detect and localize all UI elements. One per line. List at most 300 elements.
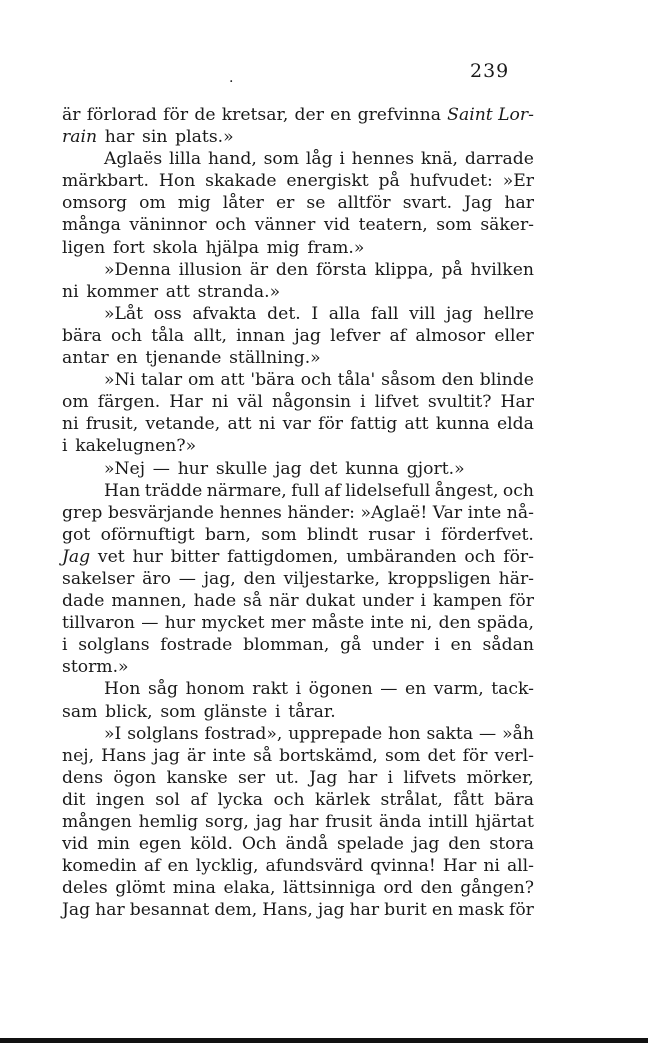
- word: gå: [340, 635, 362, 656]
- word: 'bära: [250, 370, 295, 391]
- word: i: [275, 701, 281, 722]
- text-line: [62, 811, 534, 833]
- word: skola: [152, 237, 198, 258]
- word: Och: [241, 834, 277, 855]
- word: strålat,: [380, 789, 443, 810]
- word: blindt: [307, 524, 358, 545]
- word: låg: [305, 149, 333, 170]
- word: ända: [378, 812, 422, 832]
- word: har: [347, 767, 378, 788]
- word: vid: [62, 834, 89, 855]
- word: fått: [453, 789, 484, 810]
- page-number: 239: [470, 60, 510, 82]
- word: att: [220, 370, 245, 391]
- word: ser: [237, 767, 266, 788]
- word: stora: [489, 834, 534, 855]
- text-line: [62, 126, 534, 148]
- word: sakelser: [62, 568, 135, 589]
- word: illusion: [178, 259, 242, 280]
- word: har: [349, 900, 380, 921]
- word: glömt: [115, 878, 166, 899]
- word: har: [288, 812, 319, 832]
- word: ligen: [62, 237, 106, 258]
- word: min: [97, 834, 130, 855]
- word: Hans: [101, 745, 147, 766]
- word: hade: [193, 591, 237, 612]
- word: lycka: [217, 789, 263, 810]
- word: klippa,: [374, 259, 434, 280]
- word: i: [295, 679, 302, 700]
- word: er: [275, 193, 295, 214]
- word: bortskämd,: [279, 745, 378, 766]
- word: som: [261, 524, 297, 545]
- word: på: [441, 259, 463, 280]
- word: att: [227, 414, 252, 435]
- word: hellre: [483, 303, 534, 324]
- word: på: [378, 171, 400, 192]
- word: säker-: [480, 215, 534, 236]
- text-line: [62, 325, 534, 347]
- text-line: [62, 546, 534, 568]
- word: och: [502, 480, 534, 501]
- word: Aglaës: [104, 149, 163, 170]
- word: och: [110, 325, 142, 346]
- word: deles: [62, 878, 108, 899]
- word: hand,: [207, 149, 257, 170]
- word: första: [315, 259, 367, 280]
- word: för-: [503, 546, 534, 567]
- text-line: [62, 502, 534, 524]
- text-line: [62, 899, 534, 921]
- word: fort: [112, 237, 145, 258]
- word: almosor: [415, 325, 486, 346]
- word: hvilken: [470, 259, 534, 280]
- word: ni,: [410, 613, 433, 634]
- text-line: [62, 104, 534, 126]
- word: Saint Lor-: [447, 105, 534, 125]
- word: mig: [177, 193, 211, 214]
- word: innan: [236, 325, 286, 346]
- word: i: [387, 767, 394, 788]
- word: der: [294, 105, 324, 125]
- text-line: [62, 877, 534, 899]
- word: oförnuftigt: [100, 524, 195, 545]
- word: och: [464, 546, 496, 567]
- text-line: [62, 170, 534, 192]
- word: af: [389, 325, 407, 346]
- word: sol: [155, 789, 180, 810]
- word: i: [434, 635, 440, 656]
- word: mina: [172, 878, 216, 899]
- page-dot-mark: .: [229, 70, 234, 86]
- word: lycklig,: [195, 856, 259, 877]
- word: om: [139, 193, 166, 214]
- word: är: [249, 259, 269, 280]
- word: har: [104, 127, 135, 148]
- word: tjenande: [145, 348, 222, 369]
- word: Jag: [62, 546, 91, 567]
- word: solglans: [78, 635, 150, 656]
- word: en: [330, 105, 352, 125]
- word: I: [311, 303, 319, 324]
- word: blomman,: [243, 635, 330, 656]
- word: såg: [147, 679, 179, 700]
- word: grep: [62, 502, 103, 523]
- word: mången: [62, 812, 132, 832]
- body-text: [62, 104, 534, 921]
- word: sam: [62, 701, 98, 722]
- word: måste: [311, 613, 365, 634]
- word: och: [300, 370, 332, 391]
- word: honom: [185, 679, 245, 700]
- word: intill: [428, 812, 469, 832]
- word: —: [141, 613, 159, 634]
- word: förlorad: [86, 105, 157, 125]
- word: spelade: [336, 834, 404, 855]
- text-line: [62, 590, 534, 612]
- word: tåla': [337, 370, 376, 391]
- word: alltför: [337, 193, 391, 214]
- word: som: [160, 701, 196, 722]
- word: hennes: [219, 502, 282, 523]
- word: för: [318, 414, 344, 435]
- word: kunna: [435, 414, 490, 435]
- word: hjärtat: [474, 812, 534, 832]
- word: för: [508, 900, 534, 921]
- word: som: [384, 745, 421, 766]
- word: när: [269, 591, 299, 612]
- word: Har: [442, 856, 477, 877]
- word: dade: [62, 591, 105, 612]
- word: har: [504, 193, 534, 214]
- word: sorg,: [204, 812, 249, 832]
- word: »Låt: [104, 303, 144, 324]
- word: i: [420, 591, 426, 612]
- word: om: [62, 392, 89, 413]
- word: att: [165, 281, 190, 302]
- word: afundsvärd: [265, 856, 364, 877]
- word: talar: [140, 370, 183, 391]
- word: dem,: [214, 900, 258, 921]
- word: lidelsefull: [345, 480, 431, 501]
- word: lifvets: [403, 767, 457, 788]
- word: en: [116, 348, 138, 369]
- word: skakade: [205, 171, 277, 192]
- word: är: [62, 105, 81, 125]
- word: här-: [498, 568, 534, 589]
- word: ändå: [285, 834, 329, 855]
- page-bottom-edge: [0, 1038, 648, 1043]
- word: märkbart.: [62, 171, 150, 192]
- word: ord: [383, 878, 413, 899]
- text-line: [62, 789, 534, 811]
- word: Jag: [464, 193, 493, 214]
- word: tåla: [151, 325, 185, 346]
- word: inte: [370, 613, 405, 634]
- word: de: [194, 105, 216, 125]
- word: förderfvet.: [440, 524, 534, 545]
- word: ni: [62, 414, 79, 435]
- word: kunna: [345, 458, 400, 479]
- word: allt,: [193, 325, 227, 346]
- word: färgen.: [97, 392, 161, 413]
- word: »Ni: [104, 370, 136, 391]
- text-line: [62, 524, 534, 546]
- word: en: [167, 856, 189, 877]
- text-line: [62, 723, 534, 745]
- word: någonsin: [271, 392, 352, 413]
- word: hjälpa: [205, 237, 260, 258]
- word: den: [420, 878, 453, 899]
- word: och: [273, 789, 305, 810]
- word: hur: [132, 546, 163, 567]
- word: af: [190, 789, 207, 810]
- word: stranda.»: [197, 281, 281, 302]
- word: ögon: [113, 767, 157, 788]
- word: dit: [62, 789, 86, 810]
- text-line: [62, 855, 534, 877]
- word: låter: [222, 193, 264, 214]
- text-line: [62, 391, 534, 413]
- word: Har: [500, 392, 534, 413]
- word: för: [462, 745, 488, 766]
- word: —: [380, 679, 398, 700]
- word: jag,: [203, 568, 236, 589]
- word: Hon: [158, 171, 196, 192]
- word: nå-: [506, 502, 534, 523]
- text-line: [62, 435, 534, 457]
- word: var: [282, 414, 311, 435]
- word: energiskt: [286, 171, 369, 192]
- word: köld.: [190, 834, 233, 855]
- word: grefvinna: [357, 105, 441, 125]
- word: blinde: [479, 370, 534, 391]
- word: ingen: [95, 789, 145, 810]
- word: många: [62, 215, 121, 236]
- word: omsorg: [62, 193, 128, 214]
- text-line: [62, 281, 534, 303]
- word: bära: [494, 789, 534, 810]
- word: gången?: [460, 878, 534, 899]
- word: got: [62, 524, 91, 545]
- word: jag: [275, 458, 302, 479]
- word: besvärjande: [107, 502, 214, 523]
- word: ångest,: [434, 480, 499, 501]
- word: mycket: [201, 613, 265, 634]
- word: besannat: [129, 900, 210, 921]
- text-line: [62, 347, 534, 369]
- word: varm,: [433, 679, 484, 700]
- word: lifvet: [374, 392, 419, 413]
- word: ögonen: [308, 679, 373, 700]
- word: inte: [467, 502, 502, 523]
- word: lättsinniga: [283, 878, 376, 899]
- word: under: [362, 591, 414, 612]
- word: i: [62, 635, 68, 656]
- word: i: [425, 524, 431, 545]
- word: fram.»: [307, 237, 365, 258]
- word: plats.»: [175, 127, 234, 148]
- word: elda: [496, 414, 534, 435]
- word: vetande,: [145, 414, 221, 435]
- word: knä,: [420, 149, 459, 170]
- word: teatern,: [358, 215, 428, 236]
- word: jag: [294, 325, 321, 346]
- text-line: [62, 701, 534, 723]
- word: tårar.: [288, 701, 336, 722]
- word: kommer: [86, 281, 159, 302]
- word: darrade: [464, 149, 534, 170]
- word: elaka,: [223, 878, 276, 899]
- text-line: [62, 833, 534, 855]
- word: såsom: [381, 370, 436, 391]
- word: hennes: [351, 149, 415, 170]
- word: är: [186, 745, 206, 766]
- word: ni: [211, 392, 229, 413]
- word: upprepade: [288, 723, 383, 744]
- word: en: [431, 900, 454, 921]
- word: rusar: [368, 524, 415, 545]
- word: svultit?: [427, 392, 492, 413]
- word: trädde: [144, 480, 203, 501]
- word: väl: [237, 392, 263, 413]
- word: sin: [142, 127, 168, 148]
- word: frusit: [325, 812, 373, 832]
- word: vänner: [254, 215, 316, 236]
- word: och: [215, 215, 247, 236]
- word: fostrad»,: [204, 723, 283, 744]
- word: Han: [104, 480, 141, 501]
- word: så: [243, 591, 263, 612]
- word: hufvudet:: [409, 171, 493, 192]
- word: »Er: [502, 171, 534, 192]
- word: tack-: [491, 679, 534, 700]
- word: vet: [97, 546, 125, 567]
- word: lilla: [168, 149, 202, 170]
- word: jag: [153, 745, 180, 766]
- word: ni: [62, 281, 79, 302]
- text-line: [62, 413, 534, 435]
- word: sådan: [482, 635, 534, 656]
- word: den: [275, 259, 309, 280]
- word: väninnor: [129, 215, 207, 236]
- word: ni: [258, 414, 276, 435]
- word: burit: [384, 900, 427, 921]
- word: full: [291, 480, 320, 501]
- word: om: [187, 370, 215, 391]
- word: mer: [270, 613, 306, 634]
- word: —: [178, 568, 196, 589]
- word: den: [243, 568, 276, 589]
- word: hemlig: [138, 812, 199, 832]
- word: fattig: [350, 414, 398, 435]
- word: af: [143, 856, 161, 877]
- word: »åh: [502, 723, 534, 744]
- word: rain: [62, 127, 98, 148]
- word: Har: [169, 392, 203, 413]
- word: barn,: [204, 524, 251, 545]
- word: vill: [409, 303, 436, 324]
- word: dukat: [305, 591, 356, 612]
- word: jag: [317, 900, 345, 921]
- text-line: [62, 745, 534, 767]
- word: dens: [62, 767, 104, 788]
- word: inte: [212, 745, 247, 766]
- word: solglans: [127, 723, 199, 744]
- word: det.: [267, 303, 301, 324]
- text-line: [62, 568, 534, 590]
- word: »Nej: [104, 458, 146, 479]
- word: lefver: [330, 325, 381, 346]
- word: närmare,: [206, 480, 287, 501]
- word: verl-: [494, 745, 534, 766]
- word: för: [509, 591, 534, 612]
- word: tillvaron: [62, 613, 135, 634]
- text-line: [62, 612, 534, 634]
- word: det: [427, 745, 456, 766]
- word: späda,: [477, 613, 534, 634]
- word: kampen: [432, 591, 503, 612]
- word: det: [309, 458, 338, 479]
- text-line: [62, 237, 534, 259]
- word: jag: [412, 834, 440, 855]
- text-line: [62, 369, 534, 391]
- word: mörker,: [466, 767, 534, 788]
- word: mannen,: [111, 591, 187, 612]
- word: bära: [62, 325, 102, 346]
- word: hur: [177, 458, 209, 479]
- word: »I: [104, 723, 122, 744]
- word: vid: [323, 215, 351, 236]
- word: viljestarke,: [283, 568, 381, 589]
- word: fattigdomen,: [227, 546, 339, 567]
- word: se: [306, 193, 326, 214]
- word: qvinna!: [370, 856, 436, 877]
- word: —: [478, 723, 497, 744]
- word: af: [324, 480, 341, 501]
- word: händer:: [287, 502, 355, 523]
- text-line: [62, 678, 534, 700]
- word: komedin: [62, 856, 137, 877]
- text-line: [62, 303, 534, 325]
- word: ut.: [275, 767, 299, 788]
- word: kroppsligen: [387, 568, 491, 589]
- word: en: [404, 679, 427, 700]
- word: ni: [483, 856, 500, 877]
- word: all-: [506, 856, 534, 877]
- text-line: [62, 148, 534, 170]
- word: svart.: [402, 193, 453, 214]
- word: blick,: [105, 701, 153, 722]
- text-line: [62, 767, 534, 789]
- word: ställning.»: [229, 348, 321, 369]
- word: hur: [164, 613, 196, 634]
- word: antar: [62, 348, 109, 369]
- word: kanske: [166, 767, 228, 788]
- text-line: [62, 259, 534, 281]
- word: den: [438, 613, 471, 634]
- word: eller: [494, 325, 534, 346]
- text-line: [62, 634, 534, 656]
- text-line: [62, 214, 534, 236]
- text-line: [62, 656, 534, 678]
- word: Hon: [104, 679, 141, 700]
- word: äro: [142, 568, 171, 589]
- word: fall: [370, 303, 399, 324]
- word: frusit,: [85, 414, 139, 435]
- word: hon: [388, 723, 421, 744]
- word: att: [404, 414, 429, 435]
